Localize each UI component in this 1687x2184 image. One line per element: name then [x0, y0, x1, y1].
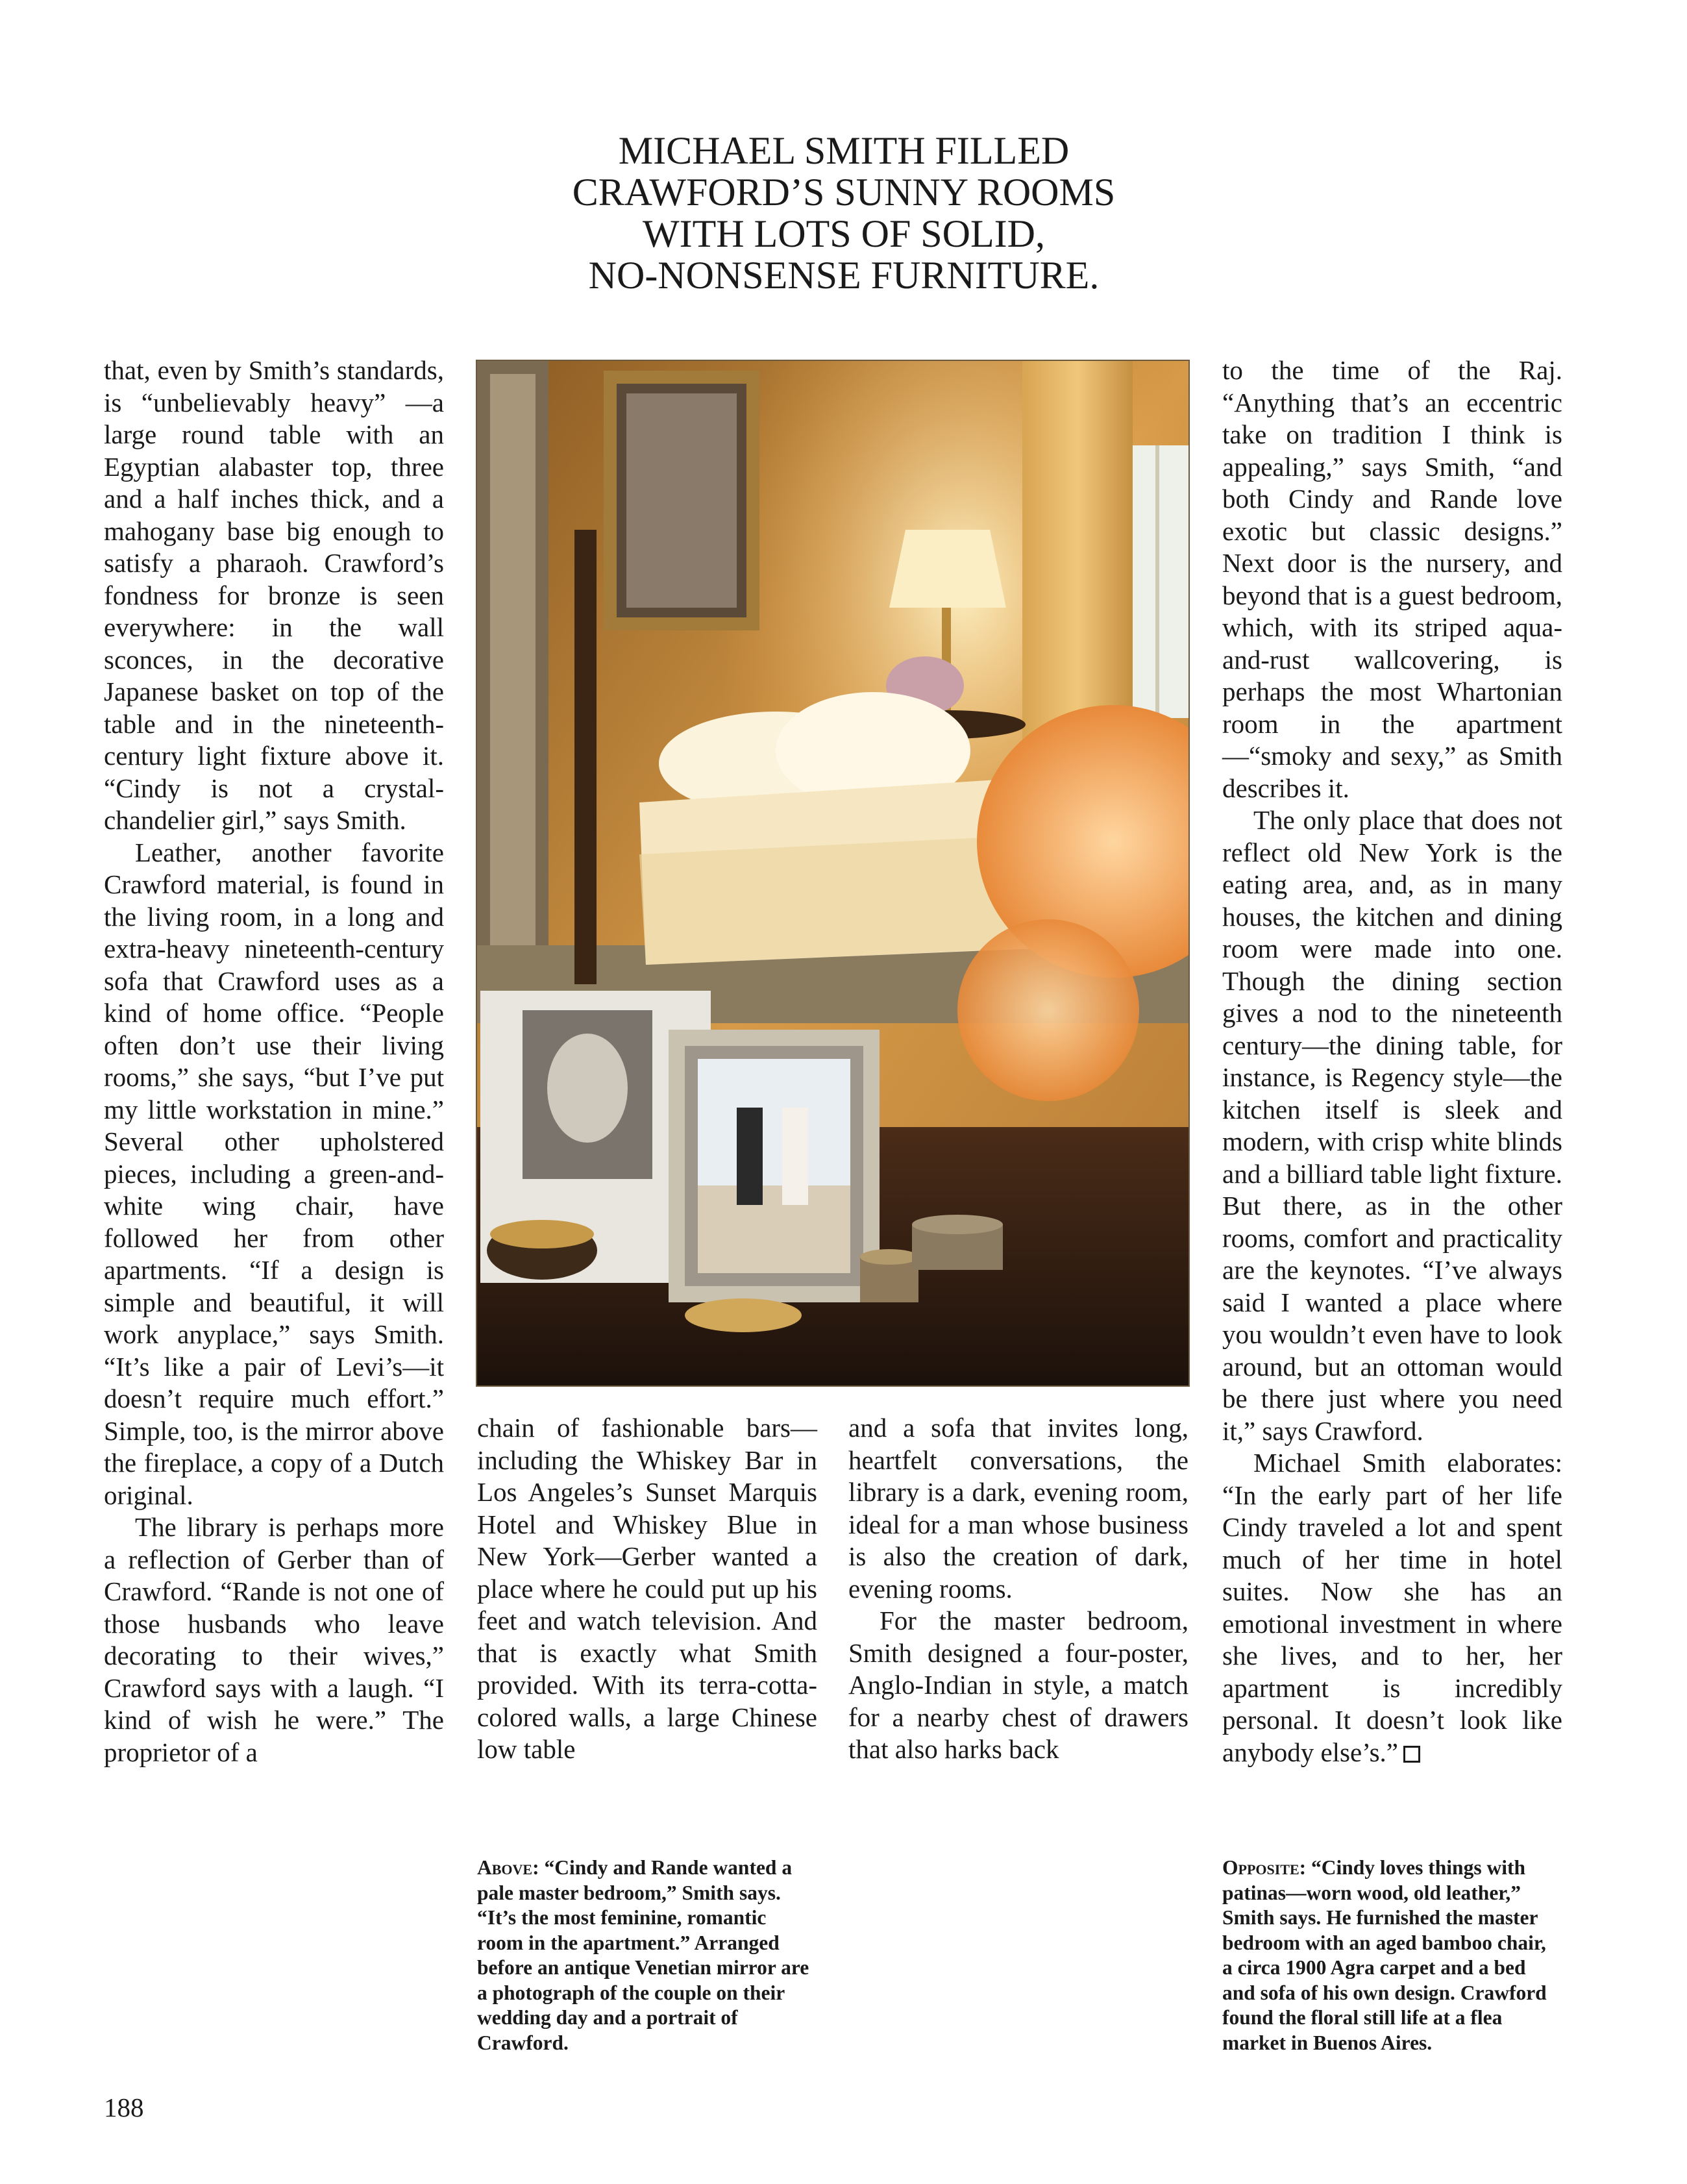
caption-lead: Above:: [477, 1856, 539, 1879]
text-column-4: [1222, 354, 1562, 1768]
headline-line-3: WITH LOTS OF SOLID,: [643, 212, 1045, 255]
paragraph: The library is perhaps more a reflection of Gerber than of Crawford. “Rande is not one of those husbands who leave decorating to their wives,” Crawford says with a laugh. “I kind of wish he were.” The proprietor of a: [104, 1512, 444, 1767]
headline-line-2: CRAWFORD’S SUNNY ROOMS: [572, 171, 1116, 214]
caption-lead: Opposite:: [1222, 1856, 1307, 1879]
bedroom-photo: [476, 360, 1190, 1387]
paragraph: [1222, 1447, 1562, 1768]
paragraph-text: Michael Smith elaborates: “In the early part of her life Cindy traveled a lot and spent much of her time in hotel suites. Now she has an emotional investment in where she lives, and to her, her apartment is incredibly personal. It doesn’t look like anybody else’s.”: [1222, 1448, 1562, 1767]
end-mark-icon: [1403, 1746, 1420, 1763]
paragraph: to the time of the Raj. “Anything that’s an eccentric take on tradition I think is appealing,” says Smith, “and both Cindy and Rande love exotic but classic designs.” Next door is the nursery, and beyond that is a guest bedroom, which, with its striped aqua-and-rust wallcovering, is perhaps the most Whartonian room in the apartment—“smoky and sexy,” as Smith describes it.: [1222, 355, 1562, 803]
caption-text: “Cindy and Rande wanted a pale master bedroom,” Smith says. “It’s the most feminine, romantic room in the apartment.” Arranged before an antique Venetian mirror are a photograph of the couple on their wedding day and a portrait of Crawford.: [477, 1856, 809, 2054]
headline: [389, 130, 1298, 296]
caption-above: [477, 1855, 815, 2055]
text-column-1: [104, 354, 444, 1768]
paragraph: The only place that does not reflect old New York is the eating area, and, as in many houses, the kitchen and dining room were made into one. Though the dining section gives a nod to the nineteenth century—the dining table, for instance, is Regency style—the kitchen itself is sleek and modern, with crisp white blinds and a billiard table light fixture. But there, as in the other rooms, comfort and practicality are the keynotes. “I’ve always said I wanted a place where you wouldn’t even have to look around, but an ottoman would be there just where you need it,” says Crawford.: [1222, 805, 1562, 1446]
text-column-2: [477, 1412, 817, 1766]
caption-text: “Cindy loves things with patinas—worn wood, old leather,” Smith says. He furnished the master bedroom with an aged bamboo chair, a circa 1900 Agra carpet and a bed and sofa of his own design. Crawford found the floral still life at a flea market in Buenos Aires.: [1222, 1856, 1547, 2054]
page-number: 188: [104, 2092, 144, 2122]
paragraph: For the master bedroom, Smith designed a four-poster, Anglo-Indian in style, a match for a nearby chest of drawers that also harks back: [848, 1606, 1188, 1764]
paragraph: chain of fashionable bars—including the Whiskey Bar in Los Angeles’s Sunset Marquis Hotel and Whiskey Blue in New York—Gerber wanted a place where he could put up his feet and watch television. And that is exactly what Smith provided. With its terra-cotta-colored walls, a large Chinese low table: [477, 1413, 817, 1764]
paragraph: and a sofa that invites long, heartfelt conversations, the library is a dark, evening room, ideal for a man whose business is also the creation of dark, evening rooms.: [848, 1413, 1188, 1604]
headline-line-1: MICHAEL SMITH FILLED: [618, 129, 1070, 172]
paragraph: Leather, another favorite Crawford material, is found in the living room, in a long and extra-heavy nineteenth-century sofa that Crawford uses as a kind of home office. “People often don’t use their living rooms,” she says, “but I’ve put my little workstation in mine.” Several other upholstered pieces, including a green-and-white wing chair, have followed her from other apartments. “If a design is simple and beautiful, it will work anyplace,” says Smith. “It’s like a pair of Levi’s—it doesn’t require much effort.” Simple, too, is the mirror above the fireplace, a copy of a Dutch original.: [104, 837, 444, 1510]
caption-opposite: [1222, 1855, 1560, 2055]
headline-line-4: NO-NONSENSE FURNITURE.: [588, 254, 1100, 297]
text-column-3: [848, 1412, 1188, 1766]
paragraph: that, even by Smith’s standards, is “unbelievably heavy” —a large round table with an Egyptian alabaster top, three and a half inches thick, and a mahogany base big enough to satisfy a pharaoh. Crawford’s fondness for bronze is seen everywhere: in the wall sconces, in the decorative Japanese basket on top of the table and in the nineteenth-century light fixture above it. “Cindy is not a crystal-chandelier girl,” says Smith.: [104, 355, 444, 835]
